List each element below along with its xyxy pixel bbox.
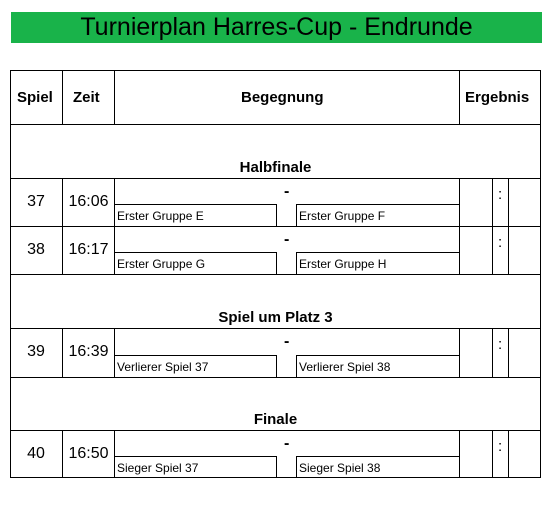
team-box-edge bbox=[114, 355, 276, 356]
row-divider bbox=[10, 377, 541, 378]
score-separator: : bbox=[498, 186, 503, 203]
match-number: 37 bbox=[27, 193, 45, 210]
page-title: Turnierplan Harres-Cup - Endrunde bbox=[11, 12, 542, 43]
team-box-edge bbox=[296, 456, 297, 478]
team-box-edge bbox=[114, 204, 276, 205]
row-divider bbox=[10, 274, 541, 275]
score-separator: : bbox=[498, 336, 503, 353]
col-divider bbox=[492, 430, 493, 478]
row-divider bbox=[10, 430, 541, 431]
match-separator: - bbox=[284, 435, 290, 452]
team-box-edge bbox=[296, 252, 297, 274]
header-begegnung: Begegnung bbox=[241, 89, 324, 106]
row-divider bbox=[10, 328, 541, 329]
match-time: 16:17 bbox=[68, 241, 109, 258]
match-time: 16:06 bbox=[68, 193, 109, 210]
header-divider bbox=[10, 124, 541, 125]
match-time: 16:39 bbox=[68, 343, 109, 360]
section-platz3: Spiel um Platz 3 bbox=[218, 309, 333, 326]
col-divider bbox=[508, 328, 509, 377]
match-separator: - bbox=[284, 333, 290, 350]
row-divider bbox=[10, 178, 541, 179]
match-time: 16:50 bbox=[68, 445, 109, 462]
team-away: Erster Gruppe F bbox=[299, 209, 386, 223]
team-box-edge bbox=[296, 355, 297, 377]
team-away: Erster Gruppe H bbox=[299, 257, 387, 271]
match-number: 39 bbox=[27, 343, 45, 360]
team-home: Sieger Spiel 37 bbox=[117, 461, 199, 475]
section-halbfinale: Halbfinale bbox=[239, 159, 312, 176]
score-separator: : bbox=[498, 234, 503, 251]
team-box-edge bbox=[296, 204, 297, 226]
team-box-edge bbox=[296, 204, 459, 205]
team-box-edge bbox=[276, 204, 277, 226]
header-col-divider bbox=[62, 70, 63, 124]
col-divider bbox=[492, 328, 493, 377]
col-divider bbox=[459, 328, 460, 377]
col-divider bbox=[114, 328, 115, 377]
team-box-edge bbox=[276, 456, 277, 478]
header-spiel: Spiel bbox=[17, 89, 53, 106]
team-away: Verlierer Spiel 38 bbox=[299, 360, 391, 374]
header-zeit: Zeit bbox=[73, 89, 100, 106]
team-box-edge bbox=[114, 456, 276, 457]
col-divider bbox=[114, 430, 115, 478]
team-home: Verlierer Spiel 37 bbox=[117, 360, 209, 374]
team-away: Sieger Spiel 38 bbox=[299, 461, 381, 475]
row-divider bbox=[10, 226, 541, 227]
col-divider bbox=[508, 430, 509, 478]
score-separator: : bbox=[498, 438, 503, 455]
match-separator: - bbox=[284, 183, 290, 200]
team-box-edge bbox=[296, 355, 459, 356]
match-number: 40 bbox=[27, 445, 45, 462]
section-finale: Finale bbox=[253, 411, 298, 428]
match-number: 38 bbox=[27, 241, 45, 258]
team-box-edge bbox=[296, 252, 459, 253]
team-home: Erster Gruppe E bbox=[117, 209, 204, 223]
match-separator: - bbox=[284, 231, 290, 248]
team-box-edge bbox=[296, 456, 459, 457]
team-box-edge bbox=[276, 355, 277, 377]
header-ergebnis: Ergebnis bbox=[465, 89, 530, 106]
team-box-edge bbox=[276, 252, 277, 274]
header-col-divider bbox=[459, 70, 460, 124]
col-divider bbox=[459, 430, 460, 478]
header-col-divider bbox=[114, 70, 115, 124]
team-box-edge bbox=[114, 252, 276, 253]
team-home: Erster Gruppe G bbox=[117, 257, 206, 271]
